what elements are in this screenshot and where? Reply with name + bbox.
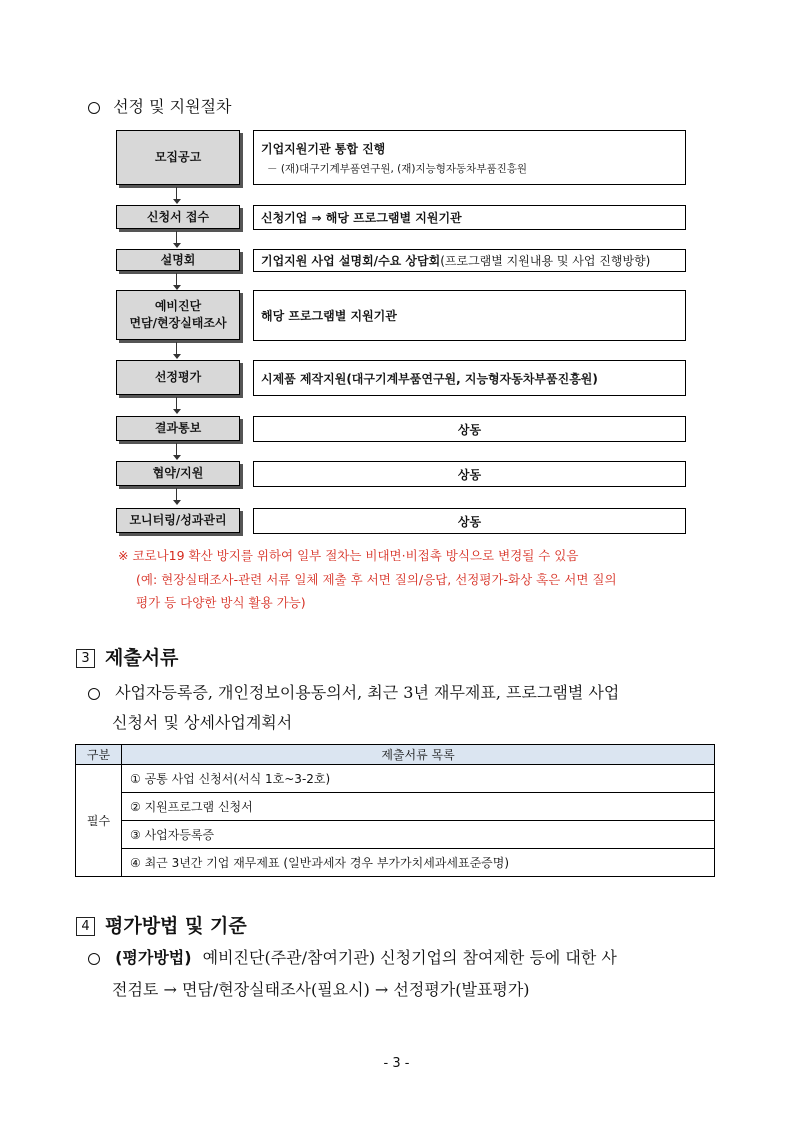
section3-text-line1: 사업자등록증, 개인정보이용동의서, 최근 3년 재무제표, 프로그램별 사업 <box>88 680 619 703</box>
circle-bullet-icon <box>88 102 100 114</box>
section4-text-line1: (평가방법) 예비진단(주관/참여기관) 신청기업의 참여제한 등에 대한 사 <box>88 945 617 968</box>
table-cell: ② 지원프로그램 신청서 <box>122 793 715 821</box>
table-row <box>76 821 715 849</box>
section3-heading: 3 제출서류 <box>76 643 178 670</box>
arrow-down-icon <box>173 243 181 248</box>
table-category-cell: 필수 <box>76 765 122 877</box>
step-evaluation-desc: 시제품 제작지원(대구기계부품연구원, 지능형자동차부품진흥원) <box>253 360 686 396</box>
documents-table <box>75 744 715 877</box>
step-monitoring: 모니터링/성과관리 <box>116 508 240 533</box>
section4-heading: 4 평가방법 및 기준 <box>76 911 247 938</box>
step-agreement-desc: 상동 <box>253 461 686 487</box>
table-row <box>76 849 715 877</box>
table-row <box>76 793 715 821</box>
step-selection-evaluation: 선정평가 <box>116 360 240 395</box>
step-diagnosis-desc: 해당 프로그램별 지원기관 <box>253 290 686 341</box>
table-header: 구분 <box>76 745 122 765</box>
step-preliminary-diagnosis: 예비진단 면담/현장실태조사 <box>116 290 240 340</box>
section4-text-line2: 전검토 → 면담/현장실태조사(필요시) → 선정평가(발표평가) <box>112 980 530 999</box>
step-application-desc: 신청기업 ⇒ 해당 프로그램별 지원기관 <box>253 205 686 230</box>
arrow-down-icon <box>173 354 181 359</box>
arrow-down-icon <box>173 455 181 460</box>
arrow-down-icon <box>173 500 181 505</box>
table-row <box>76 765 715 793</box>
covid-note-line1: ※ 코로나19 확산 방지를 위하여 일부 절차는 비대면·비접촉 방식으로 변경될 수 있음 <box>118 548 579 563</box>
step-recruitment-notice: 모집공고 <box>116 130 240 185</box>
arrow-down-icon <box>173 199 181 204</box>
step-recruitment-desc: 기업지원기관 통합 진행 － (재)대구기계부품연구원, (재)지능형자동차부품진흥원 <box>253 130 686 185</box>
selection-heading: 선정 및 지원절차 <box>88 94 231 117</box>
section-number-box: 4 <box>76 917 95 936</box>
section3-text-line2: 신청서 및 상세사업계획서 <box>112 713 293 732</box>
page-number: - 3 - <box>383 1056 410 1071</box>
table-header: 제출서류 목록 <box>122 745 715 765</box>
step-briefing-session: 설명회 <box>116 249 240 271</box>
step-briefing-desc: 기업지원 사업 설명회/수요 상담회 (프로그램별 지원내용 및 사업 진행방향) <box>253 249 686 272</box>
table-cell: ③ 사업자등록증 <box>122 821 715 849</box>
step-result-desc: 상동 <box>253 416 686 442</box>
covid-note-line3: 평가 등 다양한 방식 활용 가능) <box>136 595 306 610</box>
step-agreement-support: 협약/지원 <box>116 461 240 486</box>
covid-note-line2: (예: 현장실태조사-관련 서류 일체 제출 후 서면 질의/응답, 선정평가-화상 혹은 서면 질의 <box>136 572 617 587</box>
table-header-row <box>76 745 715 765</box>
table-cell: ④ 최근 3년간 기업 재무제표 (일반과세자 경우 부가가치세과세표준증명) <box>122 849 715 877</box>
step-result-notice: 결과통보 <box>116 416 240 441</box>
arrow-down-icon <box>173 409 181 414</box>
table-cell: ① 공통 사업 신청서(서식 1호~3-2호) <box>122 765 715 793</box>
step-monitoring-desc: 상동 <box>253 508 686 534</box>
section-number-box: 3 <box>76 649 95 668</box>
circle-bullet-icon <box>88 688 100 700</box>
circle-bullet-icon <box>88 953 100 965</box>
step-application-receipt: 신청서 접수 <box>116 205 240 229</box>
